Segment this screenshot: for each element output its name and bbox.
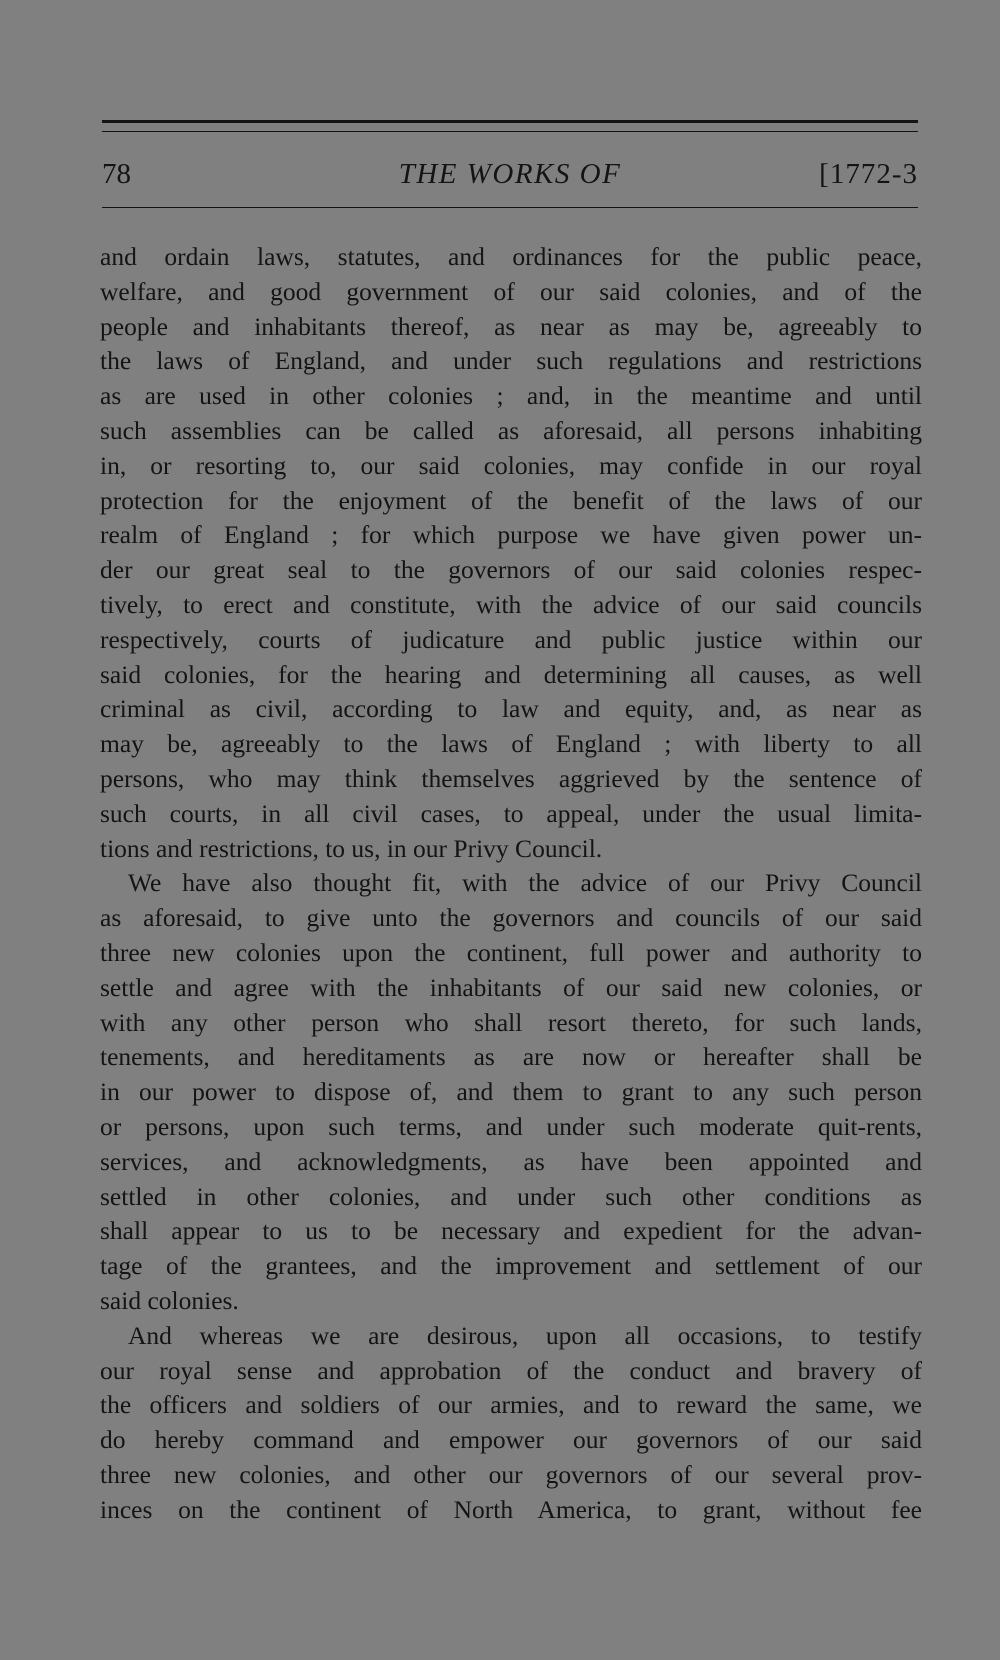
- text-line: respectively, courts of judicature and public justice within our: [100, 624, 922, 654]
- date-range: [1772-3: [819, 158, 918, 190]
- text-line: such assemblies can be called as aforesaid, all persons inhabiting: [100, 415, 922, 445]
- text-line: tage of the grantees, and the improvement and settlement of our: [100, 1251, 922, 1281]
- text-line: such courts, in all civil cases, to appeal, under the usual limita-: [100, 798, 922, 828]
- body-text: [100, 240, 922, 1527]
- top-rule-thick: [102, 120, 918, 123]
- text-line: tenements, and hereditaments as are now or hereafter shall be: [100, 1042, 922, 1072]
- text-line: persons, who may think themselves aggrieved by the sentence of: [100, 763, 922, 793]
- page-header: [102, 154, 918, 194]
- text-line: and ordain laws, statutes, and ordinances for the public peace,: [100, 242, 922, 271]
- text-line: protection for the enjoyment of the benefit of the laws of our: [100, 485, 922, 515]
- text-line: as are used in other colonies ; and, in the meantime and until: [100, 381, 922, 411]
- text-line: services, and acknowledgments, as have been appointed and: [100, 1146, 922, 1176]
- paragraph-start-line: We have also thought fit, with the advice of our Privy Council: [128, 868, 922, 898]
- page-number: 78: [102, 158, 131, 190]
- paragraph-start-line: And whereas we are desirous, upon all occasions, to testify: [128, 1320, 922, 1350]
- text-line: in our power to dispose of, and them to grant to any such person: [100, 1077, 922, 1107]
- text-line: shall appear to us to be necessary and expedient for the advan-: [100, 1216, 922, 1246]
- text-line: criminal as civil, according to law and equity, and, as near as: [100, 694, 922, 724]
- text-line: our royal sense and approbation of the conduct and bravery of: [100, 1355, 922, 1385]
- text-line: in, or resorting to, our said colonies, may confide in our royal: [100, 450, 922, 480]
- text-line: tively, to erect and constitute, with the advice of our said councils: [100, 589, 922, 619]
- text-line: the laws of England, and under such regulations and restrictions: [100, 346, 922, 376]
- header-rule: [102, 207, 918, 208]
- text-line: do hereby command and empower our governors of our said: [100, 1425, 922, 1455]
- text-line: or persons, upon such terms, and under such moderate quit-rents,: [100, 1111, 922, 1141]
- text-line: inces on the continent of North America, to grant, without fee: [100, 1494, 922, 1524]
- text-line: may be, agreeably to the laws of England ; with liberty to all: [100, 729, 922, 759]
- paragraph-end-line: tions and restrictions, to us, in our Privy Council.: [100, 833, 603, 863]
- text-line: said colonies, for the hearing and determining all causes, as well: [100, 659, 922, 689]
- text-line: settle and agree with the inhabitants of our said new colonies, or: [100, 972, 922, 1002]
- running-title: THE WORKS OF: [398, 158, 622, 190]
- text-line: with any other person who shall resort thereto, for such lands,: [100, 1007, 922, 1037]
- text-line: settled in other colonies, and under such other conditions as: [100, 1181, 922, 1211]
- paragraph-end-line: said colonies.: [100, 1285, 239, 1315]
- text-line: realm of England ; for which purpose we have given power un-: [100, 520, 922, 550]
- text-line: welfare, and good government of our said colonies, and of the: [100, 276, 922, 306]
- text-line: der our great seal to the governors of our said colonies respec-: [100, 555, 922, 585]
- text-line: people and inhabitants thereof, as near as may be, agreeably to: [100, 311, 922, 341]
- text-line: three new colonies upon the continent, full power and authority to: [100, 937, 922, 967]
- text-line: the officers and soldiers of our armies, and to reward the same, we: [100, 1390, 922, 1420]
- text-line: three new colonies, and other our governors of our several prov-: [100, 1459, 922, 1489]
- top-rule-thin: [102, 131, 918, 132]
- text-line: as aforesaid, to give unto the governors and councils of our said: [100, 903, 922, 933]
